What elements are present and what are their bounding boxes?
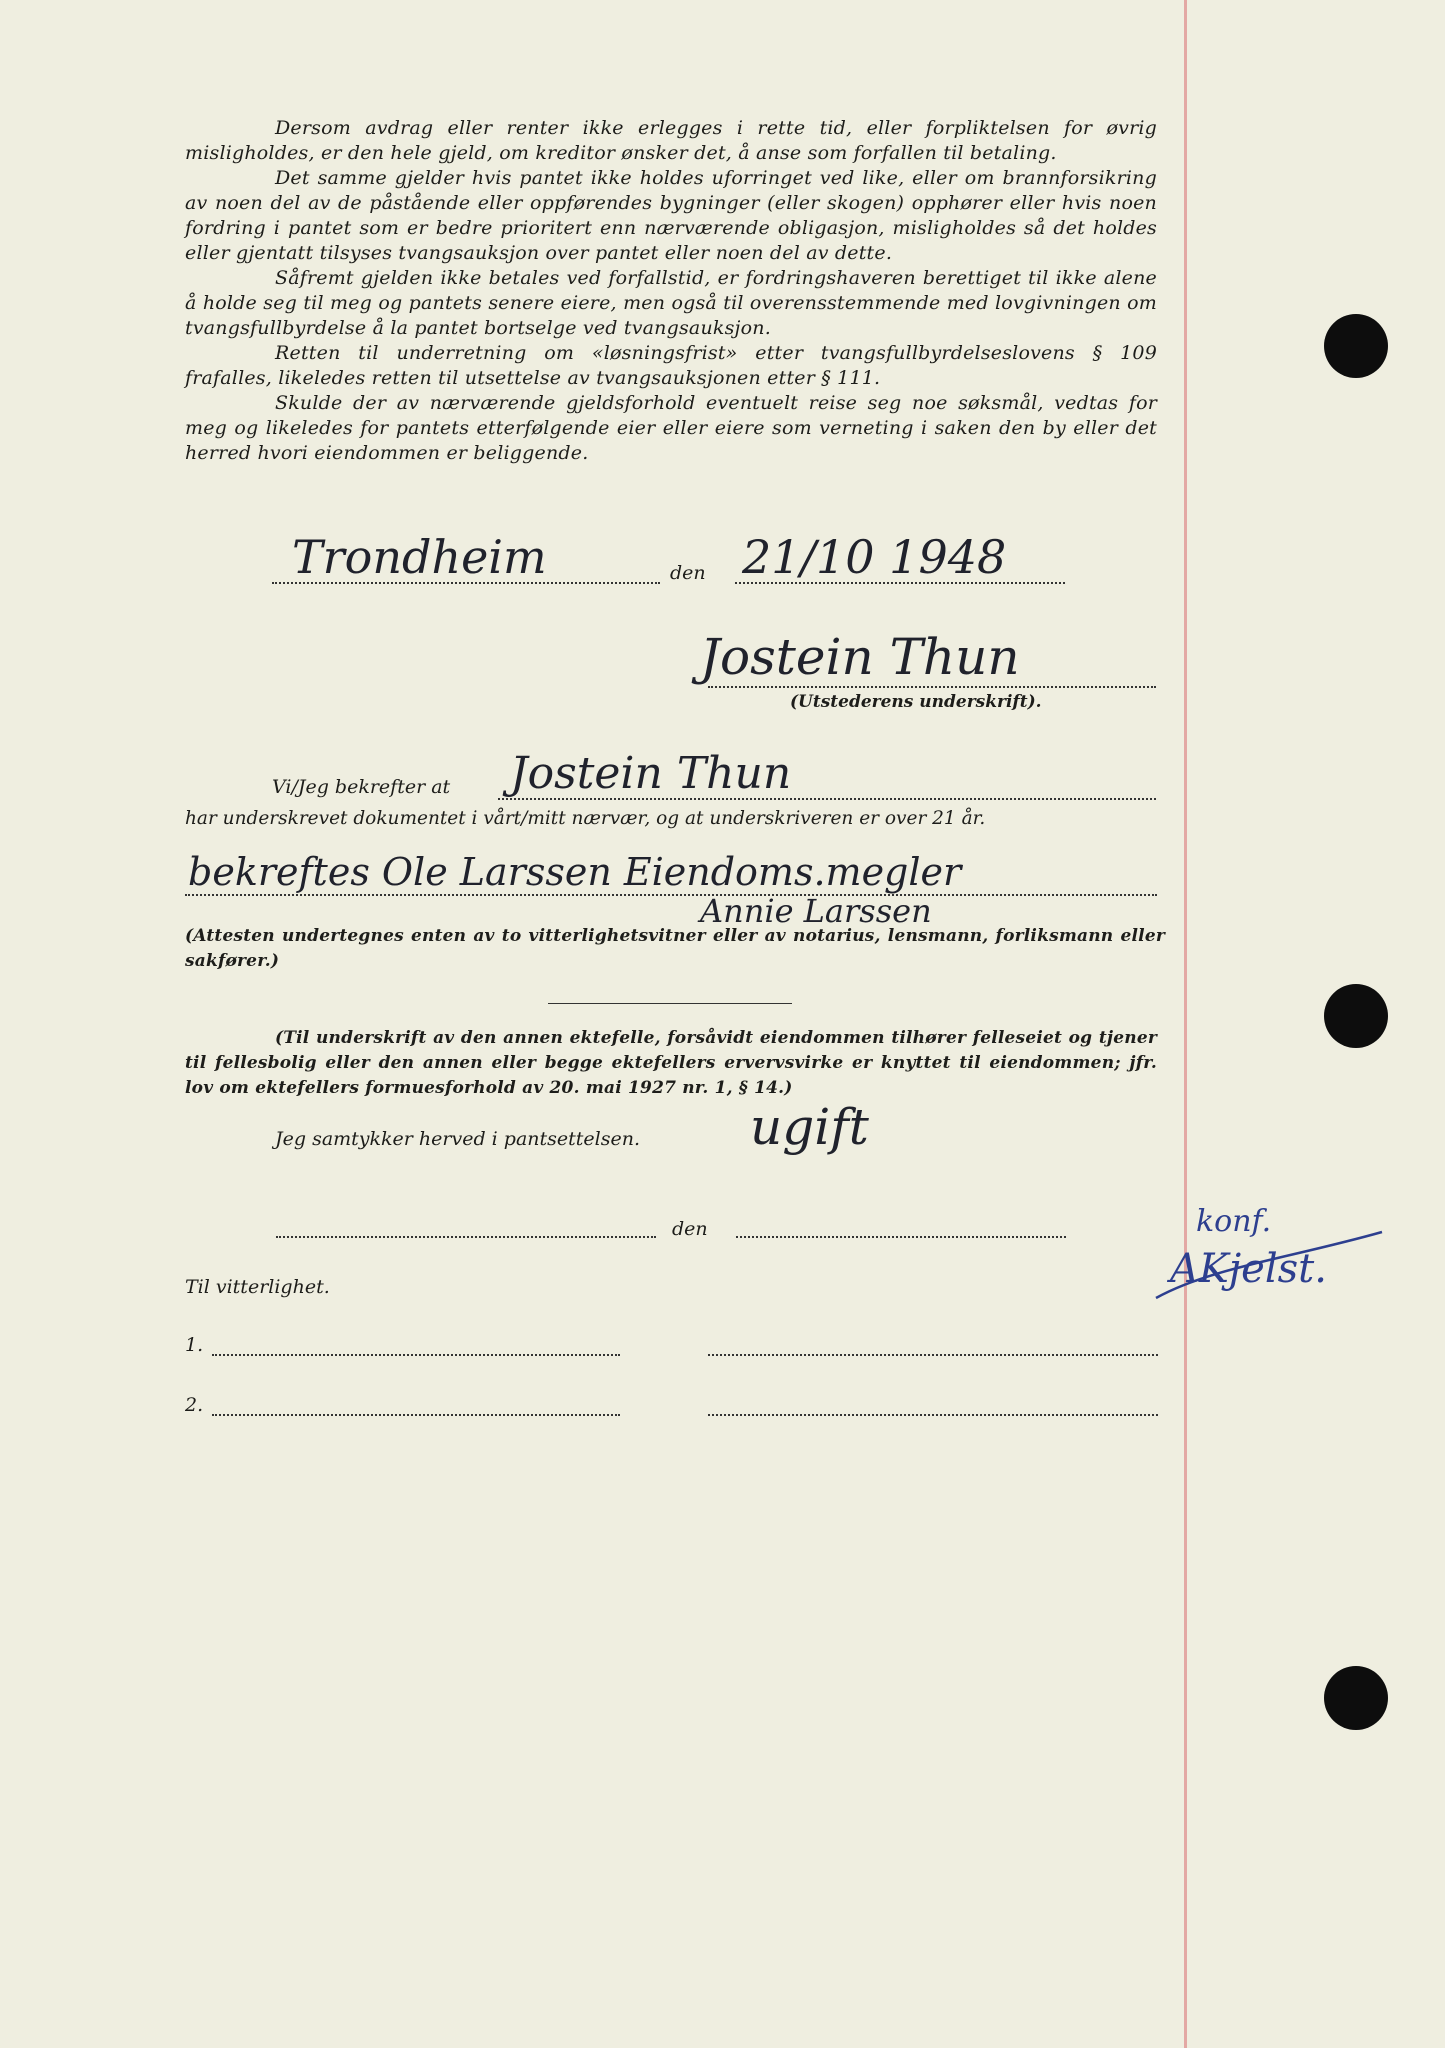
red-margin-line (1184, 0, 1187, 2048)
witness-1-address-line (708, 1354, 1158, 1356)
witness-2-name-line (212, 1414, 620, 1416)
issuer-signature-line (708, 686, 1156, 688)
terms-paragraph-1: Dersom avdrag eller renter ikke erlegges i rette tid, eller forpliktelsen for øvrig misligholdes, er den hele gjeld, om kreditor ønsker det, å anse som forfallen til betaling. (185, 117, 1157, 164)
spouse-note (185, 1026, 1157, 1101)
spouse-den-label: den (672, 1218, 708, 1240)
spouse-date-line (736, 1236, 1066, 1238)
terms-paragraph-3: Såfremt gjelden ikke betales ved forfallstid, er fordringshaveren berettiget til ikke alene å holde seg til meg og pantets senere eiere, men også til overensstemmende med lovgivningen om tvangsfullbyrdelse å la pantet bortselge ved tvangsauksjon. (185, 267, 1157, 339)
consent-handwritten: ugift (750, 1098, 869, 1156)
attest-note-text: (Attesten undertegnes enten av to vitterlighetsvitner eller av notarius, lensmann, forliksmann eller sakfører.) (185, 926, 1165, 971)
confirm-name-handwritten: Jostein Thun (510, 748, 792, 799)
spouse-place-line (276, 1236, 656, 1238)
punch-hole-bottom (1324, 1666, 1388, 1730)
consent-label: Jeg samtykker herved i pantsettelsen. (275, 1128, 640, 1150)
spouse-note-text: (Til underskrift av den annen ektefelle, forsåvidt eiendommen tilhører felleseiet og tjener til fellesbolig eller den annen eller begge ektefellers ervervsvirke er knyttet til eiendommen; jfr. lov om ektefellers formuesforhold av 20. mai 1927 nr. 1, § 14.) (185, 1028, 1157, 1098)
witness-line-handwritten: bekreftes Ole Larssen Eiendoms.megler (188, 850, 962, 894)
attest-note (185, 924, 1165, 974)
confirm-intro: Vi/Jeg bekrefter at (272, 776, 451, 798)
witness-signature-line (185, 894, 1157, 896)
margin-note-line2: AKjelst. (1170, 1246, 1327, 1292)
confirm-statement: har underskrevet dokumentet i vårt/mitt nærvær, og at underskriveren er over 21 år. (185, 808, 986, 829)
terms-paragraph-4: Retten til underretning om «løsningsfrist» etter tvangsfullbyrdelseslovens § 109 frafalles, likeledes retten til utsettelse av tvangsauksjonen etter § 111. (185, 342, 1157, 389)
separator-rule (548, 1003, 792, 1004)
issuer-caption: (Utstederens underskrift). (790, 692, 1042, 712)
terms-paragraph-2: Det samme gjelder hvis pantet ikke holdes uforringet ved like, eller om brannforsikring av noen del av de påstående eller oppførendes bygninger (eller skogen) opphører eller hvis noen fordring i pantet som er bedre prioritert enn nærværende obligasjon, misligholdes så det holdes eller gjentatt tilsyses tvangsauksjon over pantet eller noen del av dette. (185, 167, 1157, 264)
witness-2-address-line (708, 1414, 1158, 1416)
punch-hole-top (1324, 314, 1388, 378)
witness2-handwritten: Annie Larssen (700, 892, 932, 930)
margin-note-line1: konf. (1196, 1204, 1272, 1239)
terms-text (185, 116, 1157, 466)
issuer-signature: Jostein Thun (700, 628, 1020, 686)
place-handwritten: Trondheim (292, 530, 547, 584)
punch-hole-middle (1324, 984, 1388, 1048)
witness-number-2: 2. (185, 1394, 204, 1416)
terms-paragraph-5: Skulde der av nærværende gjeldsforhold eventuelt reise seg noe søksmål, vedtas for meg og likeledes for pantets etterfølgende eier eller eiere som verneting i saken den by eller det herred hvori eiendommen er beliggende. (185, 392, 1157, 464)
margin-note-flourish (1150, 1228, 1390, 1328)
witness-1-name-line (212, 1354, 620, 1356)
den-label: den (670, 562, 706, 584)
witness-number-1: 1. (185, 1334, 204, 1356)
date-handwritten: 21/10 1948 (742, 530, 1007, 584)
witness-heading: Til vitterlighet. (185, 1276, 330, 1298)
